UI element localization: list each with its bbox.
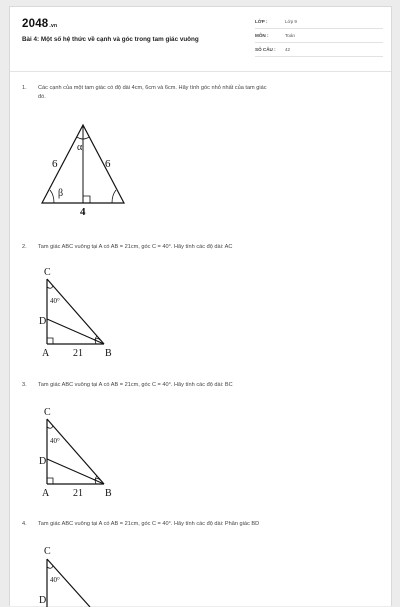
question-text-cont: đó.: [38, 94, 46, 100]
vertex-B-label: B: [105, 488, 112, 499]
question-number: 2.: [22, 244, 27, 250]
question-number: 4.: [22, 521, 27, 527]
question-number: 1.: [22, 85, 27, 91]
question-number: 3.: [22, 382, 27, 388]
worksheet-page: [9, 6, 392, 606]
angle-C-label: 40°: [50, 297, 60, 305]
vertex-D-label: D: [39, 456, 47, 467]
vertex-D-label: D: [39, 595, 47, 606]
side-label-left: 6: [52, 158, 58, 170]
site-logo[interactable]: 2048.vn: [22, 18, 58, 30]
vertex-A-label: A: [42, 488, 50, 499]
question-text: Các cạnh của một tam giác có độ dài 4cm, 6cm và 6cm. Hãy tính góc nhỏ nhất của tam giác: [38, 85, 267, 91]
meta-class-value: Lớp 9: [285, 19, 297, 24]
question-text: Tam giác ABC vuông tại A có AB = 21cm, góc C = 40°. Hãy tính các độ dài: AC: [38, 244, 233, 250]
base-label: 4: [80, 206, 86, 218]
angle-C-label: 40°: [50, 437, 60, 445]
side-AB-label: 21: [73, 348, 83, 359]
angle-beta-label: β: [58, 188, 64, 199]
angle-C-label: 40°: [50, 576, 60, 584]
question-text: Tam giác ABC vuông tại A có AB = 21cm, góc C = 40°. Hãy tính các độ dài: BC: [38, 382, 233, 388]
meta-count-value: 42: [285, 47, 291, 52]
meta-subject-value: Toán: [285, 33, 295, 38]
side-AB-label: 21: [73, 488, 83, 499]
meta-subject-label: MÔN :: [255, 33, 269, 38]
vertex-A-label: A: [42, 348, 50, 359]
vertex-C-label: C: [44, 546, 51, 557]
vertex-C-label: C: [44, 407, 51, 418]
side-label-right: 6: [105, 158, 111, 170]
meta-class-label: LỚP :: [255, 19, 268, 24]
vertex-B-label: B: [105, 348, 112, 359]
vertex-C-label: C: [44, 267, 51, 278]
vertex-D-label: D: [39, 316, 47, 327]
question-text: Tam giác ABC vuông tại A có AB = 21cm, góc C = 40°. Hãy tính các độ dài: Phân giác BD: [38, 521, 260, 527]
lesson-title: Bài 4: Một số hệ thức về cạnh và góc trong tam giác vuông: [22, 36, 199, 43]
figure-right-triangle-q4: [10, 7, 393, 607]
angle-alpha-label: α: [77, 142, 83, 153]
meta-count-label: SỐ CÂU :: [255, 47, 276, 52]
